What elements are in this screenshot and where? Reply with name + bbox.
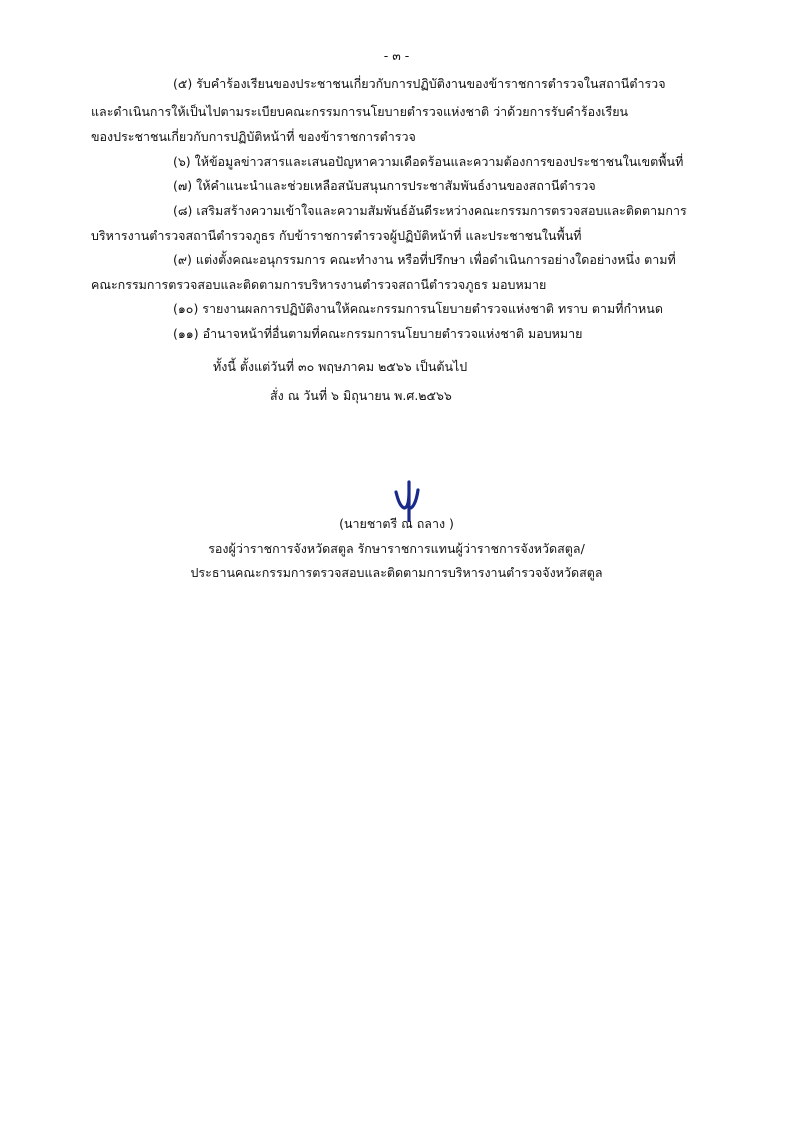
item-9-line-2: คณะกรรมการตรวจสอบและติดตามการบริหารงานตำรวจสถานีตำรวจภูธร มอบหมาย [91, 277, 547, 292]
item-10: (๑๐) รายงานผลการปฏิบัติงานให้คณะกรรมการนโยบายตำรวจแห่งชาติ ทราบ ตามที่กำหนด [173, 301, 663, 316]
item-6: (๖) ให้ข้อมูลข่าวสารและเสนอปัญหาความเดือดร้อนและความต้องการของประชาชนในเขตพื้นที่ [173, 154, 684, 169]
page-number: - ๓ - [383, 48, 410, 63]
item-7: (๗) ให้คำแนะนำและช่วยเหลือสนับสนุนการประชาสัมพันธ์งานของสถานีตำรวจ [173, 178, 596, 193]
item-5-line-1: (๕) รับคำร้องเรียนของประชาชนเกี่ยวกับการปฏิบัติงานของข้าราชการตำรวจในสถานีตำรวจ [173, 76, 666, 91]
item-8-line-2: บริหารงานตำรวจสถานีตำรวจภูธร กับข้าราชการตำรวจผู้ปฏิบัติหน้าที่ และประชาชนในพื้นที่ [91, 228, 582, 243]
item-5-line-3: ของประชาชนเกี่ยวกับการปฏิบัติหน้าที่ ของข้าราชการตำรวจ [91, 129, 416, 144]
signer-title-line-2: ประธานคณะกรรมการตรวจสอบและติดตามการบริหารงานตำรวจจังหวัดสตูล [190, 565, 603, 580]
effective-date: ทั้งนี้ ตั้งแต่วันที่ ๓๐ พฤษภาคม ๒๕๖๖ เป็นต้นไป [213, 359, 468, 374]
item-9-line-1: (๙) แต่งตั้งคณะอนุกรรมการ คณะทำงาน หรือที่ปรึกษา เพื่อดำเนินการอย่างใดอย่างหนึ่ง ตามที่ [173, 252, 676, 267]
item-11: (๑๑) อำนาจหน้าที่อื่นตามที่คณะกรรมการนโยบายตำรวจแห่งชาติ มอบหมาย [173, 326, 583, 341]
signer-name: (นายชาตรี ณ ถลาง ) [339, 516, 454, 531]
order-date: สั่ง ณ วันที่ ๖ มิถุนายน พ.ศ.๒๕๖๖ [270, 388, 452, 403]
item-5-line-2: และดำเนินการให้เป็นไปตามระเบียบคณะกรรมการนโยบายตำรวจแห่งชาติ ว่าด้วยการรับคำร้องเรียน [91, 104, 629, 119]
signer-title-line-1: รองผู้ว่าราชการจังหวัดสตูล รักษาราชการแทนผู้ว่าราชการจังหวัดสตูล/ [208, 541, 585, 556]
item-8-line-1: (๘) เสริมสร้างความเข้าใจและความสัมพันธ์อันดีระหว่างคณะกรรมการตรวจสอบและติดตามการ [173, 203, 687, 218]
